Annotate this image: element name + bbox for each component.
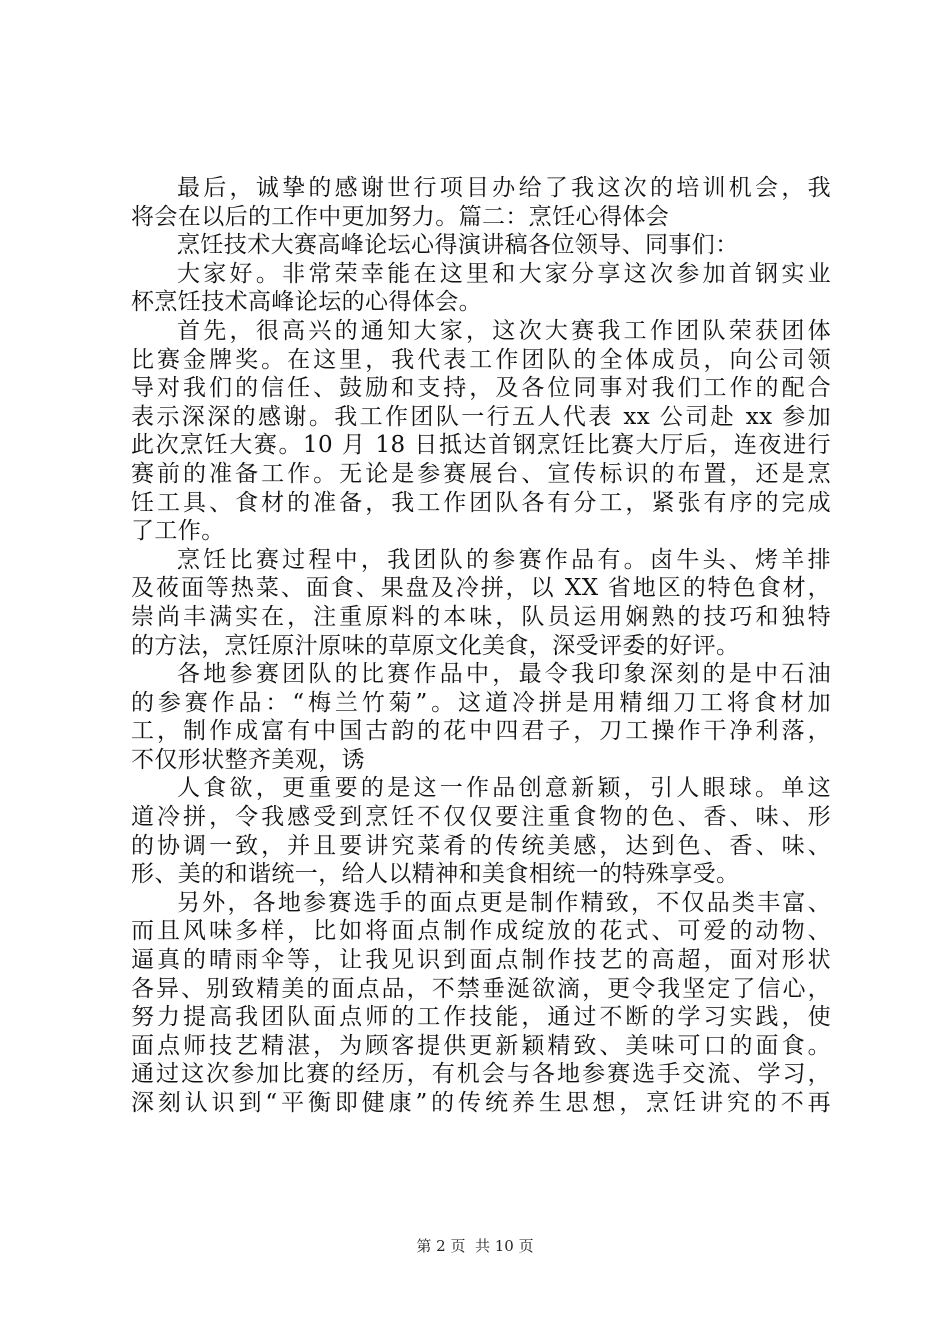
text-line: 人食欲，更重要的是这一作品创意新颖，引人眼球。单这: [177, 775, 831, 802]
text-line: 面点师技艺精湛，为顾客提供更新颖精致、美味可口的面食。: [131, 1032, 831, 1059]
text-line: 表示深深的感谢。我工作团队一行五人代表 xx 公司赴 xx 参加: [131, 403, 831, 430]
text-line: 此次烹饪大赛。10 月 18 日抵达首钢烹饪比赛大厅后，连夜进行: [131, 432, 831, 459]
page-number: 第 2 页 共 10 页: [416, 1237, 534, 1255]
text-line: 最后，诚挚的感谢世行项目办给了我这次的培训机会，我: [177, 175, 831, 201]
text-line: 努力提高我团队面点师的工作技能，通过不断的学习实践，使: [131, 1004, 831, 1031]
text-line: 而且风味多样，比如将面点制作成绽放的花式、可爱的动物、: [131, 918, 831, 945]
text-line: 另外，各地参赛选手的面点更是制作精致，不仅品类丰富、: [177, 889, 831, 916]
text-line: 首先，很高兴的通知大家，这次大赛我工作团队荣获团体: [177, 317, 831, 344]
page-footer: [0, 1236, 950, 1256]
text-line: 工，制作成富有中国古韵的花中四君子，刀工操作干净利落，: [131, 718, 831, 745]
text-line: 饪工具、食材的准备，我工作团队各有分工，紧张有序的完成: [131, 489, 831, 516]
text-line: 烹饪比赛过程中，我团队的参赛作品有。卤牛头、烤羊排: [177, 546, 831, 573]
text-line: 崇尚丰满实在，注重原料的本味，队员运用娴熟的技巧和独特: [131, 603, 831, 630]
text-line: 导对我们的信任、鼓励和支持，及各位同事对我们工作的配合: [131, 375, 831, 402]
text-line: 逼真的晴雨伞等，让我见识到面点制作技艺的高超，面对形状: [131, 947, 831, 974]
text-line: 不仅形状整齐美观，诱: [131, 746, 365, 773]
text-line: 深刻认识到“平衡即健康”的传统养生思想，烹饪讲究的不再: [131, 1090, 831, 1116]
text-line: 比赛金牌奖。在这里，我代表工作团队的全体成员，向公司领: [131, 346, 831, 373]
text-line: 的方法，烹饪原汁原味的草原文化美食，深受评委的好评。: [131, 632, 740, 659]
text-line: 及莜面等热菜、面食、果盘及冷拼，以 XX 省地区的特色食材，: [131, 575, 831, 602]
text-line: 大家好。非常荣幸能在这里和大家分享这次参加首钢实业: [177, 260, 831, 287]
text-line: 的协调一致，并且要讲究菜肴的传统美感，达到色、香、味、: [131, 832, 831, 859]
text-line: 通过这次参加比赛的经历，有机会与各地参赛选手交流、学习，: [131, 1061, 831, 1088]
text-line: 道冷拼，令我感受到烹饪不仅仅要注重食物的色、香、味、形: [131, 804, 831, 831]
text-line: 了工作。: [131, 518, 225, 545]
text-line: 杯烹饪技术高峰论坛的心得体会。: [131, 289, 482, 316]
text-line: 赛前的准备工作。无论是参赛展台、宣传标识的布置，还是烹: [131, 460, 831, 487]
text-line: 形、美的和谐统一，给人以精神和美食相统一的特殊享受。: [131, 861, 740, 888]
text-line: 烹饪技术大赛高峰论坛心得演讲稿各位领导、同事们：: [177, 232, 739, 259]
text-line: 的参赛作品：“梅兰竹菊”。这道冷拼是用精细刀工将食材加: [131, 689, 831, 716]
text-line: 各地参赛团队的比赛作品中，最令我印象深刻的是中石油: [177, 661, 831, 688]
body-text: [131, 174, 831, 1118]
text-line: 各异、别致精美的面点品，不禁垂涎欲滴，更令我坚定了信心，: [131, 975, 831, 1002]
text-line: 将会在以后的工作中更加努力。篇二：烹饪心得体会: [131, 203, 670, 230]
